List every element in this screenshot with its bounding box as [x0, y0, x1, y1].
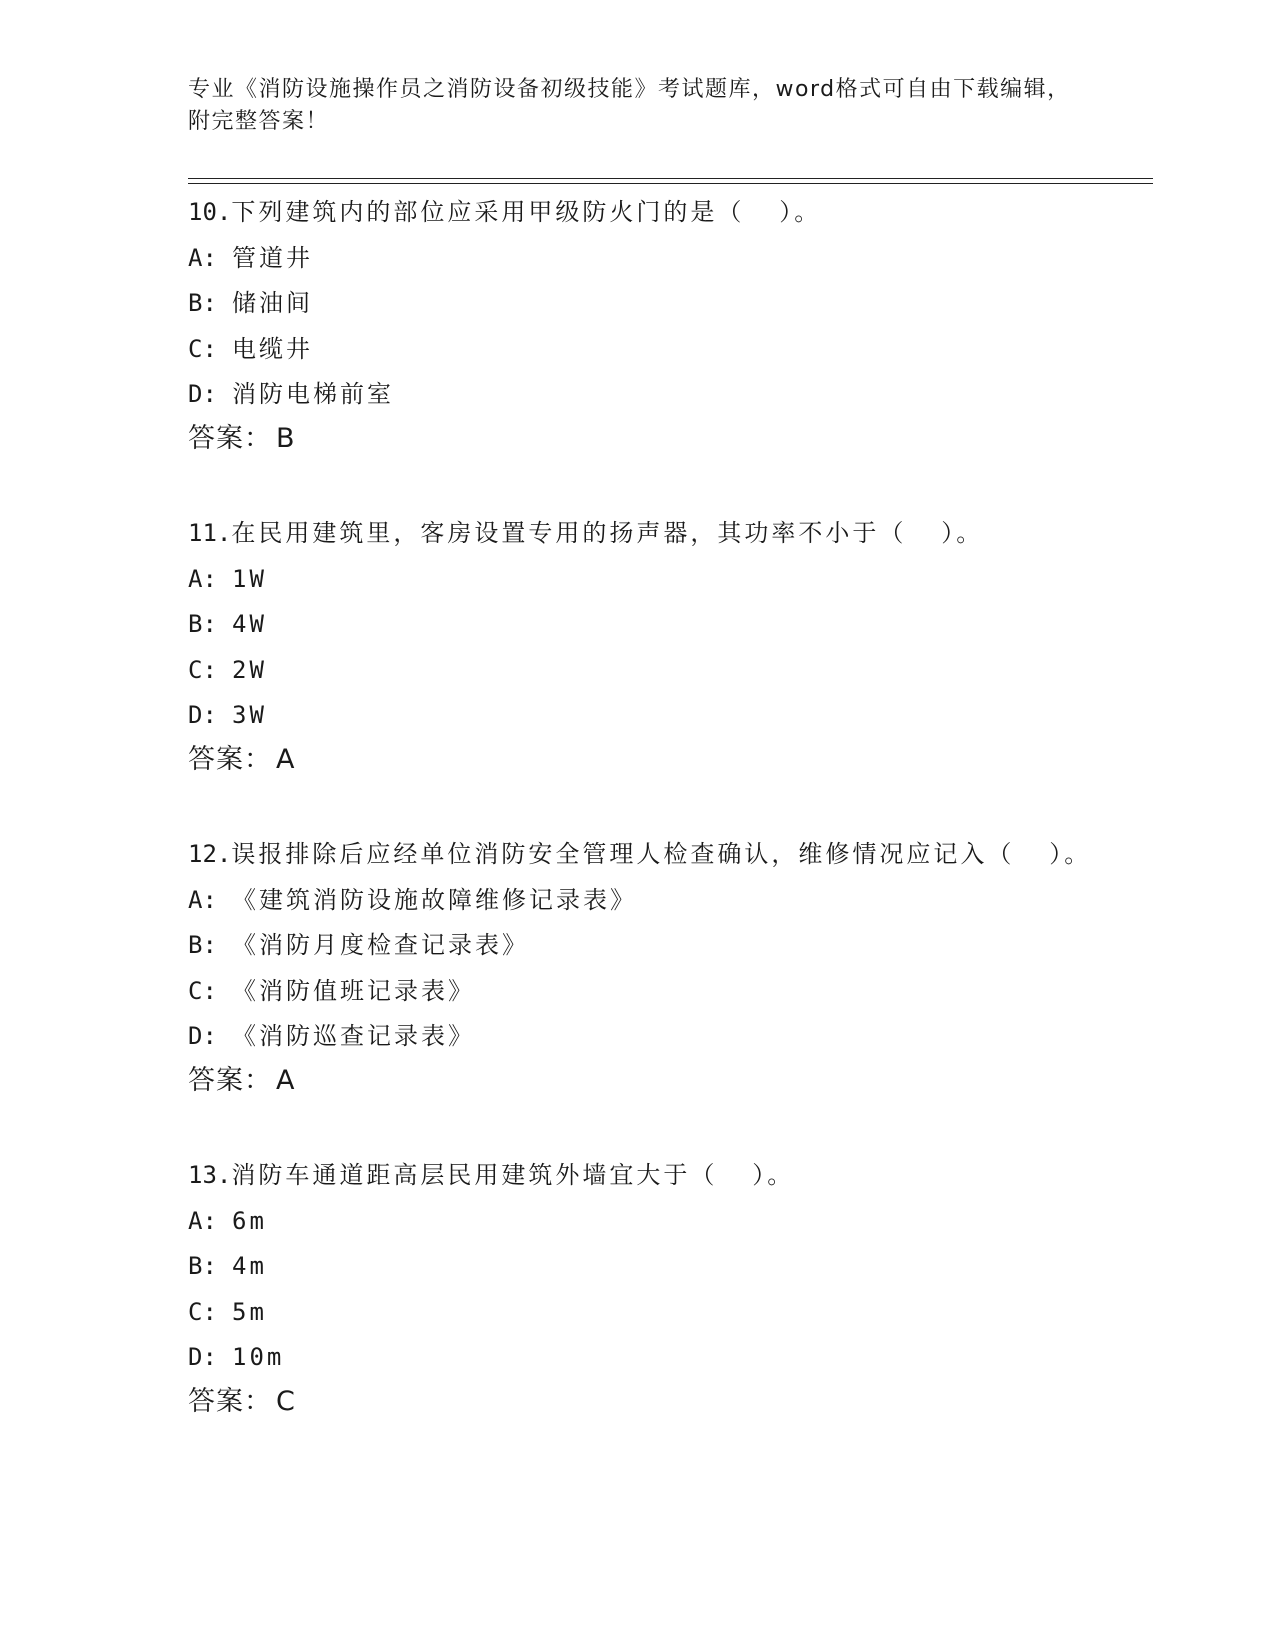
- option-b: [188, 1244, 1108, 1290]
- question-13: [188, 1153, 1108, 1424]
- answer-label: 答案：: [188, 1385, 272, 1417]
- option-b: [188, 923, 1108, 969]
- option-letter: A:: [188, 243, 217, 272]
- question-number: 13.: [188, 1161, 232, 1189]
- option-text: 《消防月度检查记录表》: [232, 931, 529, 959]
- question-list: [188, 190, 1108, 1474]
- question-11: [188, 511, 1108, 782]
- document-header: 专业《消防设施操作员之消防设备初级技能》考试题库，word格式可自由下载编辑，附完整答案！: [188, 77, 1071, 134]
- question-text: 下列建筑内的部位应采用甲级防火门的是（ ）。: [231, 198, 822, 226]
- option-letter: B:: [188, 610, 217, 638]
- option-text: 3W: [232, 701, 267, 729]
- option-letter: C:: [188, 334, 217, 363]
- header-divider-bottom: [188, 183, 1153, 184]
- option-letter: B:: [188, 1252, 217, 1280]
- option-text: 2W: [232, 655, 267, 684]
- question-text: 在民用建筑里，客房设置专用的扬声器，其功率不小于（ ）。: [231, 519, 984, 547]
- option-b: [188, 281, 1108, 327]
- answer-value: C: [276, 1385, 296, 1417]
- question-text: 消防车通道距高层民用建筑外墙宜大于（ ）。: [231, 1161, 795, 1189]
- answer-value: A: [276, 1064, 296, 1096]
- option-d: [188, 372, 1108, 418]
- question-number: 11.: [188, 519, 232, 547]
- option-letter: A:: [188, 564, 217, 593]
- answer-label: 答案：: [188, 743, 272, 775]
- option-letter: C:: [188, 976, 217, 1005]
- option-text: 《消防巡查记录表》: [232, 1022, 475, 1050]
- option-text: 电缆井: [232, 334, 313, 363]
- answer-line: [188, 1379, 1108, 1425]
- option-letter: C:: [188, 655, 217, 684]
- option-text: 消防电梯前室: [232, 380, 394, 408]
- option-text: 4m: [232, 1252, 267, 1280]
- question-title: [188, 1153, 1108, 1199]
- option-text: 10m: [232, 1343, 285, 1371]
- answer-line: [188, 416, 1108, 462]
- answer-label: 答案：: [188, 1064, 272, 1096]
- option-a: [188, 878, 1108, 924]
- option-letter: B:: [188, 931, 217, 959]
- question-12: [188, 832, 1108, 1103]
- question-title: [188, 511, 1108, 557]
- option-c: [188, 1290, 1108, 1336]
- option-text: 5m: [232, 1297, 267, 1326]
- answer-line: [188, 1058, 1108, 1104]
- option-letter: D:: [188, 701, 217, 729]
- option-a: [188, 236, 1108, 282]
- option-letter: B:: [188, 289, 217, 317]
- option-b: [188, 602, 1108, 648]
- option-letter: A:: [188, 1206, 217, 1235]
- option-text: 6m: [232, 1206, 267, 1235]
- option-a: [188, 557, 1108, 603]
- option-d: [188, 1335, 1108, 1381]
- option-c: [188, 327, 1108, 373]
- header-divider-top: [188, 178, 1153, 179]
- answer-label: 答案：: [188, 422, 272, 454]
- option-letter: D:: [188, 380, 217, 408]
- option-text: 管道井: [232, 243, 313, 272]
- option-c: [188, 969, 1108, 1015]
- option-a: [188, 1199, 1108, 1245]
- option-c: [188, 648, 1108, 694]
- option-d: [188, 1014, 1108, 1060]
- answer-line: [188, 737, 1108, 783]
- option-text: 《建筑消防设施故障维修记录表》: [232, 885, 637, 914]
- question-title: [188, 832, 1108, 878]
- answer-value: B: [276, 422, 296, 454]
- option-text: 《消防值班记录表》: [232, 976, 475, 1005]
- option-d: [188, 693, 1108, 739]
- option-letter: D:: [188, 1343, 217, 1371]
- answer-value: A: [276, 743, 296, 775]
- option-text: 1W: [232, 564, 267, 593]
- question-number: 10.: [188, 198, 232, 226]
- question-10: [188, 190, 1108, 461]
- question-title: [188, 190, 1108, 236]
- option-text: 4W: [232, 610, 267, 638]
- option-letter: C:: [188, 1297, 217, 1326]
- option-text: 储油间: [232, 289, 313, 317]
- option-letter: A:: [188, 885, 217, 914]
- question-number: 12.: [188, 840, 232, 868]
- option-letter: D:: [188, 1022, 217, 1050]
- question-text: 误报排除后应经单位消防安全管理人检查确认，维修情况应记入（ ）。: [231, 840, 1092, 868]
